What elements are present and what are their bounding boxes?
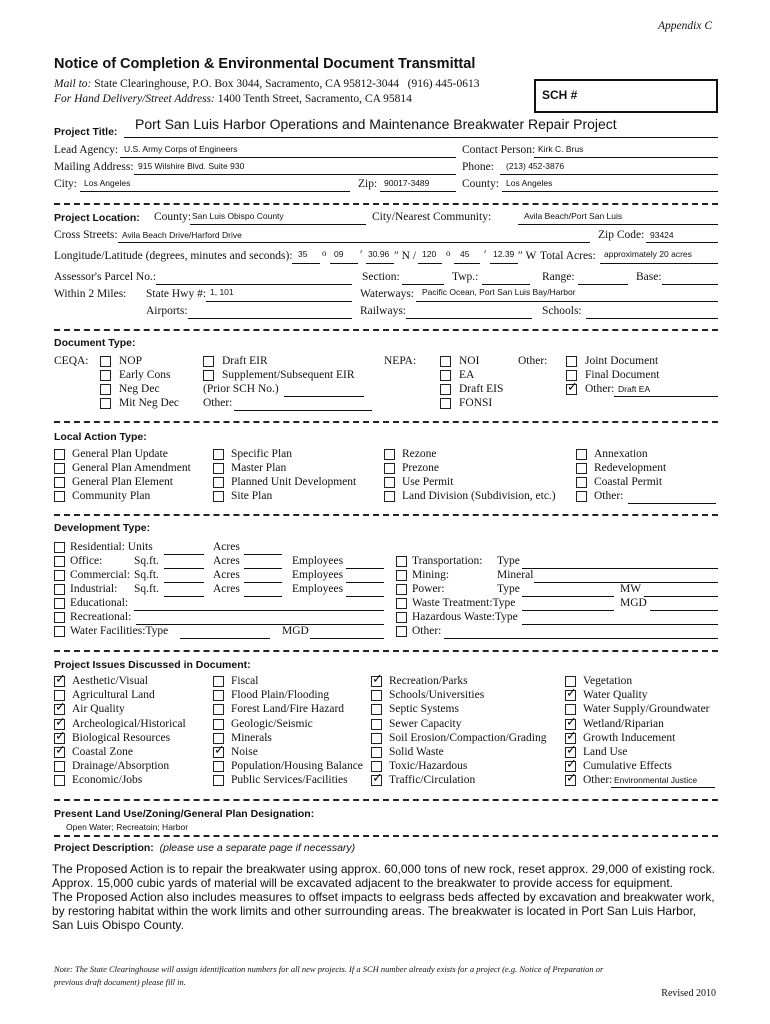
- supplement-eir-label: Supplement/Subsequent EIR: [222, 369, 355, 381]
- power-checkbox[interactable]: [396, 584, 407, 595]
- prezone-checkbox[interactable]: [384, 463, 395, 474]
- dev-other-checkbox[interactable]: [396, 626, 407, 637]
- land-use-label: Land Use: [583, 746, 628, 758]
- fonsi-label: FONSI: [459, 397, 493, 409]
- solid-waste-checkbox[interactable]: [371, 747, 382, 758]
- project-description-label: Project Description:: [54, 842, 154, 854]
- land-use-label: Present Land Use/Zoning/General Plan Designation:: [54, 808, 315, 820]
- contact-person-label: Contact Person:: [462, 144, 536, 156]
- draft-eir-checkbox[interactable]: [203, 356, 214, 367]
- schools-field[interactable]: [586, 304, 718, 319]
- draft-eis-label: Draft EIS: [459, 383, 504, 395]
- airports-label: Airports:: [146, 305, 188, 317]
- lat-deg-value: 35: [298, 249, 308, 259]
- other-document-value: Draft EA: [618, 384, 651, 394]
- other-document-checkbox[interactable]: [566, 384, 577, 395]
- apn-label: Assessor's Parcel No.:: [54, 271, 157, 283]
- location-zip-value: 93424: [650, 230, 674, 240]
- drainage-absorption-label: Drainage/Absorption: [72, 760, 170, 773]
- commercial-acres-field[interactable]: [244, 568, 282, 583]
- section-divider: [54, 203, 718, 205]
- air-quality-label: Air Quality: [72, 703, 125, 716]
- general-plan-amendment-label: General Plan Amendment: [72, 462, 191, 474]
- local-action-label: Local Action Type:: [54, 431, 147, 443]
- project-title-label: Project Title:: [54, 126, 118, 138]
- draft-eir-label: Draft EIR: [222, 355, 268, 367]
- other-label: Other:: [583, 774, 613, 787]
- forest-land-fire-hazard-label: Forest Land/Fire Hazard: [231, 703, 345, 716]
- west-label: ″ W: [518, 250, 537, 262]
- biological-resources-label: Biological Resources: [72, 731, 171, 744]
- ea-checkbox[interactable]: [440, 370, 451, 381]
- vegetation-label: Vegetation: [583, 675, 633, 687]
- early-cons-checkbox[interactable]: [100, 370, 111, 381]
- lead-agency-value: U.S. Army Corps of Engineers: [124, 144, 238, 154]
- drainage-absorption-checkbox[interactable]: [54, 761, 65, 772]
- joint-document-label: Joint Document: [585, 355, 659, 367]
- educational-checkbox[interactable]: [54, 598, 65, 609]
- section-divider: [54, 514, 718, 516]
- educational-field[interactable]: [134, 596, 384, 611]
- master-plan-checkbox[interactable]: [213, 463, 224, 474]
- joint-document-checkbox[interactable]: [566, 356, 577, 367]
- planned-unit-development-label: Planned Unit Development: [231, 476, 357, 488]
- recreation-parks-label: Recreation/Parks: [389, 675, 468, 687]
- mit-neg-dec-label: Mit Neg Dec: [119, 397, 180, 409]
- geologic-seismic-checkbox[interactable]: [213, 719, 224, 730]
- phone-value: (213) 452-3876: [506, 161, 565, 171]
- other-document-label: Other:: [585, 383, 615, 395]
- lon-deg-value: 120: [422, 249, 437, 259]
- description-line: by restoring habitat within the work limits and other surrounding areas. The breakwater is located in Port San Luis Harbor,: [52, 904, 697, 918]
- office-label: Office:: [70, 555, 103, 567]
- office-acres-label: Acres: [213, 555, 240, 567]
- toxic-hazardous-label: Toxic/Hazardous: [389, 760, 468, 773]
- state-hwy-label: State Hwy #:: [146, 288, 207, 300]
- residential-label: Residential: Units: [70, 541, 153, 553]
- land-use-value: Open Water; Recreatoin; Harbor: [66, 822, 189, 832]
- section-divider: [54, 835, 718, 837]
- water-facilities-type-field[interactable]: [180, 624, 270, 639]
- commercial-sqft-label: Sq.ft.: [134, 569, 159, 581]
- office-sqft-field[interactable]: [164, 554, 204, 569]
- residential-units-field[interactable]: [164, 540, 204, 555]
- water-supply-groundwater-checkbox[interactable]: [565, 704, 576, 715]
- fonsi-checkbox[interactable]: [440, 398, 451, 409]
- noi-checkbox[interactable]: [440, 356, 451, 367]
- annexation-checkbox[interactable]: [576, 449, 587, 460]
- air-quality-checkbox[interactable]: [54, 704, 65, 715]
- sch-label: SCH #: [542, 88, 578, 102]
- residential-checkbox[interactable]: [54, 542, 65, 553]
- specific-plan-label: Specific Plan: [231, 448, 292, 460]
- description-line: Approx. 15,000 cubic yards of material will be excavated adjacent to the breakwater to provide access for equipment.: [52, 876, 674, 890]
- public-services-facilities-checkbox[interactable]: [213, 775, 224, 786]
- industrial-label: Industrial:: [70, 583, 118, 595]
- mining-checkbox[interactable]: [396, 570, 407, 581]
- specific-plan-checkbox[interactable]: [213, 449, 224, 460]
- range-label: Range:: [542, 271, 575, 283]
- use-permit-checkbox[interactable]: [384, 477, 395, 488]
- flood-plain-flooding-checkbox[interactable]: [213, 690, 224, 701]
- section-divider: [54, 650, 718, 652]
- noise-checkbox[interactable]: [213, 747, 224, 758]
- form-title: Notice of Completion & Environmental Document Transmittal: [54, 56, 476, 72]
- ea-label: EA: [459, 369, 475, 381]
- educational-label: Educational:: [70, 597, 129, 609]
- nepa-label: NEPA:: [384, 355, 417, 367]
- fiscal-label: Fiscal: [231, 675, 259, 687]
- range-field[interactable]: [578, 270, 628, 285]
- planned-unit-development-checkbox[interactable]: [213, 477, 224, 488]
- general-plan-update-label: General Plan Update: [72, 448, 168, 460]
- location-county-value: San Luis Obispo County: [192, 211, 284, 221]
- industrial-acres-label: Acres: [213, 583, 240, 595]
- sewer-capacity-label: Sewer Capacity: [389, 717, 462, 730]
- community-label: City/Nearest Community:: [372, 211, 492, 223]
- sch-number-box[interactable]: [534, 79, 718, 113]
- hazardous-waste-field[interactable]: [522, 610, 718, 625]
- description-line: San Luis Obispo County.: [52, 918, 184, 932]
- mailing-address-label: Mailing Address:: [54, 161, 134, 173]
- description-line: The Proposed Action also includes measures to offset impacts to eelgrass beds affected by excavation and breakwater work,: [52, 890, 715, 904]
- sewer-capacity-checkbox[interactable]: [371, 719, 382, 730]
- other-label: Other:: [594, 490, 624, 502]
- city-value: Los Angeles: [84, 178, 131, 188]
- commercial-employees-label: Employees: [292, 569, 344, 581]
- state-hwy-value: 1, 101: [210, 287, 234, 297]
- coastal-permit-checkbox[interactable]: [576, 477, 587, 488]
- commercial-employees-field[interactable]: [346, 568, 384, 583]
- rezone-checkbox[interactable]: [384, 449, 395, 460]
- commercial-checkbox[interactable]: [54, 570, 65, 581]
- appendix-label: Appendix C: [658, 20, 712, 32]
- mit-neg-dec-checkbox[interactable]: [100, 398, 111, 409]
- master-plan-label: Master Plan: [231, 462, 287, 474]
- water-facilities-label: Water Facilities:Type: [70, 625, 169, 637]
- population-housing-balance-label: Population/Housing Balance: [231, 760, 363, 773]
- lat-min-value: 09: [334, 249, 344, 259]
- base-field[interactable]: [662, 270, 718, 285]
- industrial-acres-field[interactable]: [244, 582, 282, 597]
- site-plan-label: Site Plan: [231, 490, 273, 502]
- septic-systems-checkbox[interactable]: [371, 704, 382, 715]
- industrial-checkbox[interactable]: [54, 584, 65, 595]
- transportation-checkbox[interactable]: [396, 556, 407, 567]
- office-employees-label: Employees: [292, 555, 344, 567]
- railways-label: Railways:: [360, 305, 406, 317]
- population-housing-balance-checkbox[interactable]: [213, 761, 224, 772]
- traffic-circulation-checkbox[interactable]: [371, 775, 382, 786]
- use-permit-label: Use Permit: [402, 476, 454, 488]
- apn-field[interactable]: [156, 270, 352, 285]
- wetland-riparian-checkbox[interactable]: [565, 719, 576, 730]
- office-checkbox[interactable]: [54, 556, 65, 567]
- public-services-facilities-label: Public Services/Facilities: [231, 774, 348, 787]
- power-label: Power:: [412, 583, 445, 595]
- dev-other-field[interactable]: [444, 624, 718, 639]
- degree-symbol-2: o: [446, 248, 451, 258]
- community-value: Avila Beach/Port San Luis: [524, 211, 623, 221]
- mailing-address-value: 915 Wilshire Blvd. Suite 930: [138, 161, 245, 171]
- solid-waste-label: Solid Waste: [389, 746, 444, 758]
- coastal-permit-label: Coastal Permit: [594, 476, 663, 488]
- mining-label: Mining:: [412, 569, 450, 581]
- ceqa-other-field[interactable]: [234, 396, 372, 411]
- economic-jobs-label: Economic/Jobs: [72, 774, 143, 787]
- minute-symbol: ′: [360, 249, 363, 261]
- local-other-field[interactable]: [628, 489, 716, 504]
- cumulative-effects-label: Cumulative Effects: [583, 760, 672, 773]
- general-plan-element-label: General Plan Element: [72, 476, 173, 488]
- flood-plain-flooding-label: Flood Plain/Flooding: [231, 689, 330, 702]
- water-quality-checkbox[interactable]: [565, 690, 576, 701]
- redevelopment-label: Redevelopment: [594, 462, 667, 474]
- hand-delivery-line: For Hand Delivery/Street Address: 1400 Tenth Street, Sacramento, CA 95814: [54, 93, 412, 105]
- prior-sch-label: (Prior SCH No.): [203, 383, 279, 395]
- early-cons-label: Early Cons: [119, 369, 171, 381]
- site-plan-checkbox[interactable]: [213, 491, 224, 502]
- final-document-label: Final Document: [585, 369, 660, 381]
- recreational-checkbox[interactable]: [54, 612, 65, 623]
- base-label: Base:: [636, 271, 662, 283]
- development-type-label: Development Type:: [54, 522, 151, 534]
- lon-sec-value: 12.39: [493, 249, 515, 259]
- degree-symbol: o: [322, 248, 327, 258]
- other-checkbox[interactable]: [576, 491, 587, 502]
- schools-universities-checkbox[interactable]: [371, 690, 382, 701]
- transportation-type-label: Type: [497, 555, 520, 567]
- transportation-label: Transportation:: [412, 555, 483, 567]
- water-quality-label: Water Quality: [583, 689, 648, 702]
- mail-to-line: Mail to: State Clearinghouse, P.O. Box 3044, Sacramento, CA 95812-3044 (916) 445-0613: [54, 78, 480, 90]
- latlong-label: Longitude/Latitude (degrees, minutes and seconds):: [54, 250, 293, 262]
- railways-field[interactable]: [406, 304, 532, 319]
- soil-erosion-compaction-grading-label: Soil Erosion/Compaction/Grading: [389, 731, 547, 744]
- soil-erosion-compaction-grading-checkbox[interactable]: [371, 733, 382, 744]
- waste-treatment-label: Waste Treatment:Type: [412, 597, 516, 609]
- power-type-label: Type: [497, 583, 520, 595]
- footer-note-line-1: Note: The State Clearinghouse will assign identification numbers for all new projects. If a SCH number already exists for a project (e.g. Notice of Preparation or: [54, 964, 604, 974]
- zip-label: Zip:: [358, 178, 378, 190]
- waste-mgd-field[interactable]: [650, 596, 718, 611]
- waterways-value: Pacific Ocean, Port San Luis Bay/Harbor: [422, 287, 576, 297]
- water-mgd-label: MGD: [282, 625, 309, 637]
- industrial-sqft-label: Sq.ft.: [134, 583, 159, 595]
- rezone-label: Rezone: [402, 448, 437, 460]
- schools-universities-label: Schools/Universities: [389, 689, 485, 702]
- recreational-label: Recreational:: [70, 611, 132, 623]
- commercial-acres-label: Acres: [213, 569, 240, 581]
- county-value: Los Angeles: [506, 178, 553, 188]
- lon-min-value: 45: [460, 249, 470, 259]
- section-divider: [54, 799, 718, 801]
- project-description-text: [52, 862, 764, 932]
- supplement-eir-checkbox[interactable]: [203, 370, 214, 381]
- ceqa-other-label: Other:: [203, 397, 233, 409]
- office-acres-field[interactable]: [244, 554, 282, 569]
- twp-label: Twp.:: [452, 271, 479, 283]
- section-divider: [54, 421, 718, 423]
- location-zip-label: Zip Code:: [598, 229, 645, 241]
- county-label: County:: [462, 178, 500, 190]
- industrial-employees-field[interactable]: [346, 582, 384, 597]
- aesthetic-visual-label: Aesthetic/Visual: [72, 675, 148, 687]
- noise-label: Noise: [231, 746, 258, 758]
- economic-jobs-checkbox[interactable]: [54, 775, 65, 786]
- hazardous-waste-label: Hazardous Waste:Type: [412, 611, 518, 623]
- section-divider: [54, 329, 718, 331]
- project-description-heading: [54, 842, 355, 854]
- commercial-sqft-field[interactable]: [164, 568, 204, 583]
- prezone-label: Prezone: [402, 462, 440, 474]
- project-title-value: Port San Luis Harbor Operations and Maintenance Breakwater Repair Project: [135, 116, 617, 132]
- footer-note-line-2: previous draft document) please fill in.: [54, 977, 186, 987]
- waste-mgd-label: MGD: [620, 597, 647, 609]
- section-field[interactable]: [402, 270, 444, 285]
- dev-other-label: Other:: [412, 625, 442, 637]
- cross-streets-value: Avila Beach Drive/Harford Drive: [122, 230, 242, 240]
- minute-symbol-2: ′: [484, 249, 487, 261]
- redevelopment-checkbox[interactable]: [576, 463, 587, 474]
- general-plan-amendment-checkbox[interactable]: [54, 463, 65, 474]
- hazardous-waste-checkbox[interactable]: [396, 612, 407, 623]
- section-label: Section:: [362, 271, 400, 283]
- septic-systems-label: Septic Systems: [389, 703, 459, 716]
- annexation-label: Annexation: [594, 448, 648, 460]
- other-checkbox[interactable]: [565, 775, 576, 786]
- geologic-seismic-label: Geologic/Seismic: [231, 717, 313, 730]
- industrial-sqft-field[interactable]: [164, 582, 204, 597]
- waste-treatment-field[interactable]: [522, 596, 614, 611]
- other-doc-label: Other:: [518, 355, 548, 367]
- project-location-label: Project Location:: [54, 212, 140, 224]
- issues-other-value: Environmental Justice: [614, 775, 698, 785]
- lat-sec-value: 30.96: [368, 249, 390, 259]
- power-type-field[interactable]: [522, 582, 614, 597]
- recreation-parks-checkbox[interactable]: [371, 676, 382, 687]
- archeological-historical-label: Archeological/Historical: [72, 717, 186, 730]
- wetland-riparian-label: Wetland/Riparian: [583, 717, 664, 730]
- phone-label: Phone:: [462, 161, 494, 173]
- growth-inducement-label: Growth Inducement: [583, 731, 676, 744]
- description-line: The Proposed Action is to repair the breakwater using approx. 60,000 tons of new rock, reset approx. 29,000 of existing rock.: [52, 862, 716, 876]
- neg-dec-label: Neg Dec: [119, 383, 160, 395]
- noi-label: NOI: [459, 355, 480, 367]
- general-plan-element-checkbox[interactable]: [54, 477, 65, 488]
- ceqa-label: CEQA:: [54, 355, 89, 367]
- residential-acres-label: Acres: [213, 541, 240, 553]
- agricultural-land-label: Agricultural Land: [72, 689, 155, 702]
- twp-field[interactable]: [482, 270, 530, 285]
- waterways-label: Waterways:: [360, 288, 414, 300]
- water-mgd-field[interactable]: [310, 624, 384, 639]
- office-sqft-label: Sq.ft.: [134, 555, 159, 567]
- minerals-label: Minerals: [231, 731, 272, 744]
- transportation-type-field[interactable]: [522, 554, 718, 569]
- cross-streets-label: Cross Streets:: [54, 229, 118, 241]
- recreational-field[interactable]: [136, 610, 384, 625]
- total-acres-value: approximately 20 acres: [604, 249, 692, 259]
- archeological-historical-checkbox[interactable]: [54, 719, 65, 730]
- water-supply-groundwater-label: Water Supply/Groundwater: [583, 703, 710, 716]
- fiscal-checkbox[interactable]: [213, 676, 224, 687]
- water-facilities-checkbox[interactable]: [54, 626, 65, 637]
- schools-label: Schools:: [542, 305, 582, 317]
- lead-agency-label: Lead Agency:: [54, 144, 119, 156]
- project-description-note: (please use a separate page if necessary): [159, 842, 356, 854]
- community-plan-label: Community Plan: [72, 490, 151, 502]
- airports-field[interactable]: [188, 304, 352, 319]
- mineral-field[interactable]: [534, 568, 718, 583]
- neg-dec-checkbox[interactable]: [100, 384, 111, 395]
- aesthetic-visual-checkbox[interactable]: [54, 676, 65, 687]
- coastal-zone-checkbox[interactable]: [54, 747, 65, 758]
- land-division-subdivision-etc-label: Land Division (Subdivision, etc.): [402, 490, 556, 502]
- city-label: City:: [54, 178, 78, 190]
- within-2-miles-label: Within 2 Miles:: [54, 288, 127, 300]
- waste-treatment-checkbox[interactable]: [396, 598, 407, 609]
- north-label: ″ N /: [394, 250, 417, 262]
- prior-sch-field[interactable]: [284, 382, 364, 397]
- location-county-label: County:: [154, 211, 192, 223]
- power-mw-label: MW: [620, 583, 642, 595]
- nop-checkbox[interactable]: [100, 356, 111, 367]
- land-division-subdivision-etc-checkbox[interactable]: [384, 491, 395, 502]
- project-issues-label: Project Issues Discussed in Document:: [54, 659, 251, 671]
- community-plan-checkbox[interactable]: [54, 491, 65, 502]
- residential-acres-field[interactable]: [244, 540, 282, 555]
- forest-land-fire-hazard-checkbox[interactable]: [213, 704, 224, 715]
- draft-eis-checkbox[interactable]: [440, 384, 451, 395]
- industrial-employees-label: Employees: [292, 583, 344, 595]
- traffic-circulation-label: Traffic/Circulation: [389, 774, 476, 787]
- commercial-label: Commercial:: [70, 569, 131, 581]
- general-plan-update-checkbox[interactable]: [54, 449, 65, 460]
- document-type-label: Document Type:: [54, 337, 136, 349]
- coastal-zone-label: Coastal Zone: [72, 746, 133, 758]
- office-employees-field[interactable]: [346, 554, 384, 569]
- zip-value: 90017-3489: [384, 178, 430, 188]
- power-mw-field[interactable]: [644, 582, 718, 597]
- total-acres-label: Total Acres:: [540, 250, 596, 262]
- mineral-label: Mineral: [497, 569, 534, 581]
- nop-label: NOP: [119, 355, 143, 367]
- revised-label: Revised 2010: [661, 988, 716, 999]
- contact-person-value: Kirk C. Brus: [538, 144, 584, 154]
